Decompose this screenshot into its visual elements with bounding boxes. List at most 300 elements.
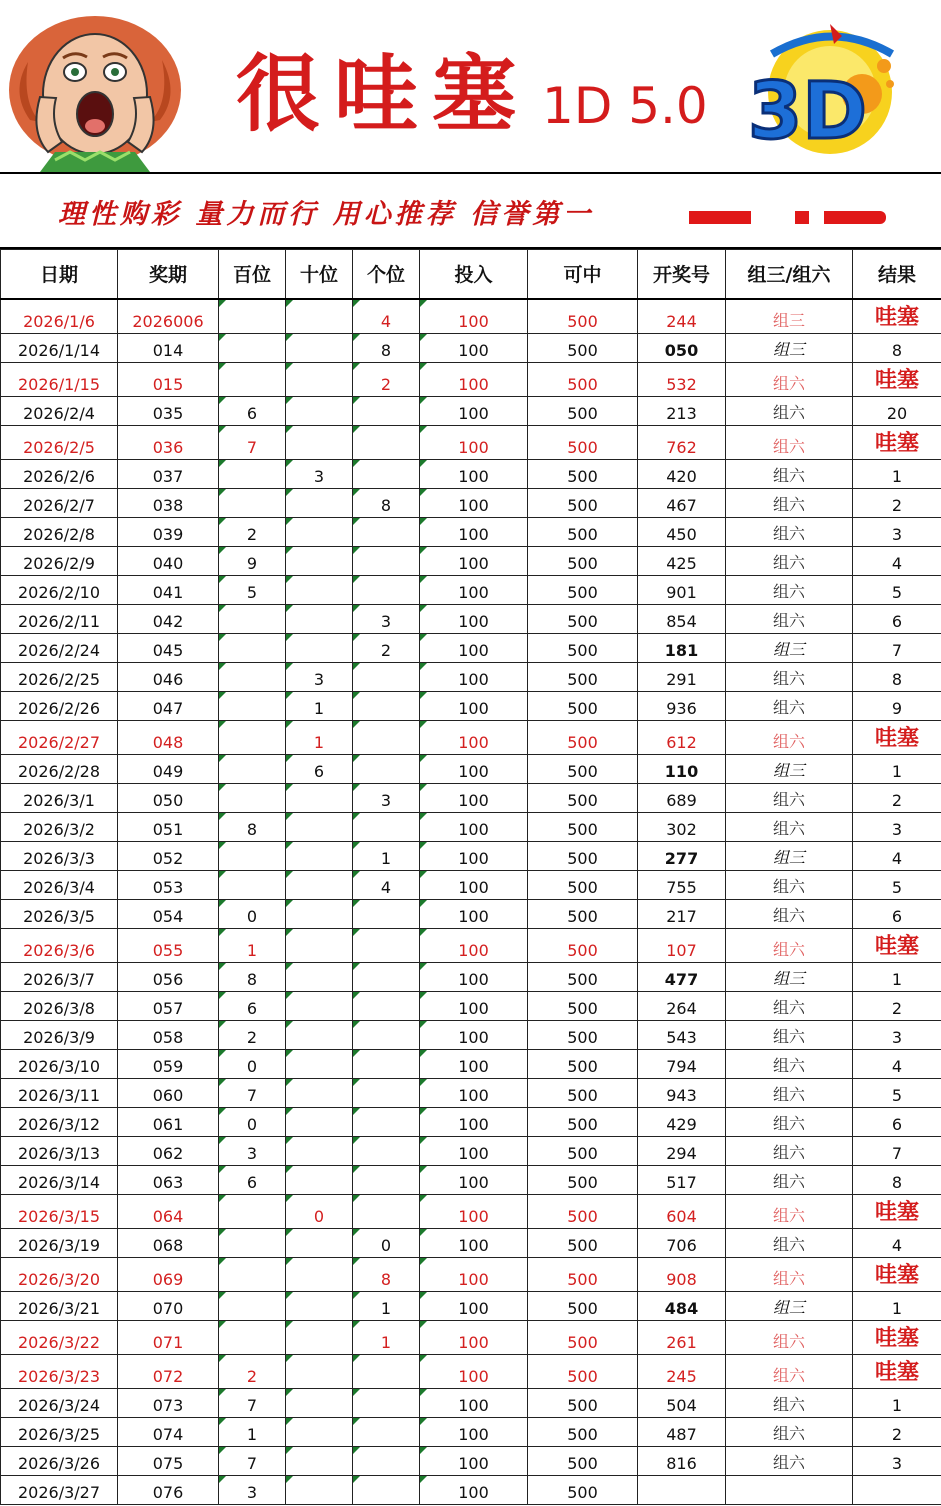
table-row bbox=[1, 1418, 941, 1447]
hundreds-cell: 7 bbox=[219, 1079, 286, 1108]
win-cell: 500 bbox=[528, 1355, 638, 1389]
hundreds-cell bbox=[219, 334, 286, 363]
tens-cell bbox=[286, 518, 353, 547]
draw-number-cell: 450 bbox=[638, 518, 726, 547]
tens-cell bbox=[286, 576, 353, 605]
table-row bbox=[1, 634, 941, 663]
cost-cell: 100 bbox=[420, 755, 528, 784]
result-cell: 2 bbox=[853, 992, 941, 1021]
date-cell: 2026/2/27 bbox=[1, 721, 118, 755]
cost-cell: 100 bbox=[420, 518, 528, 547]
draw-number-cell: 181 bbox=[638, 634, 726, 663]
units-cell bbox=[353, 426, 420, 460]
result-cell: 4 bbox=[853, 1050, 941, 1079]
period-cell: 039 bbox=[118, 518, 219, 547]
units-cell: 1 bbox=[353, 1321, 420, 1355]
draw-number-cell: 517 bbox=[638, 1166, 726, 1195]
type-cell: 组六 bbox=[726, 1229, 853, 1258]
hundreds-cell: 7 bbox=[219, 1389, 286, 1418]
date-cell: 2026/3/21 bbox=[1, 1292, 118, 1321]
table-row bbox=[1, 1050, 941, 1079]
type-cell: 组三 bbox=[726, 634, 853, 663]
cost-cell: 100 bbox=[420, 663, 528, 692]
period-cell: 068 bbox=[118, 1229, 219, 1258]
draw-number-cell: 706 bbox=[638, 1229, 726, 1258]
cost-cell: 100 bbox=[420, 460, 528, 489]
date-cell: 2026/2/11 bbox=[1, 605, 118, 634]
draw-number-cell: 050 bbox=[638, 334, 726, 363]
draw-number-cell: 277 bbox=[638, 842, 726, 871]
tens-cell bbox=[286, 1108, 353, 1137]
units-cell bbox=[353, 1108, 420, 1137]
type-cell: 组六 bbox=[726, 1355, 853, 1389]
hundreds-cell: 3 bbox=[219, 1137, 286, 1166]
cost-cell: 100 bbox=[420, 692, 528, 721]
draw-number-cell: 110 bbox=[638, 755, 726, 784]
tens-cell bbox=[286, 929, 353, 963]
cost-cell: 100 bbox=[420, 363, 528, 397]
period-cell: 038 bbox=[118, 489, 219, 518]
result-cell: 4 bbox=[853, 1229, 941, 1258]
type-cell: 组六 bbox=[726, 1389, 853, 1418]
cost-cell: 100 bbox=[420, 489, 528, 518]
hundreds-cell bbox=[219, 1321, 286, 1355]
units-cell bbox=[353, 576, 420, 605]
type-cell: 组六 bbox=[726, 397, 853, 426]
tens-cell bbox=[286, 900, 353, 929]
type-cell: 组六 bbox=[726, 1447, 853, 1476]
date-cell: 2026/3/1 bbox=[1, 784, 118, 813]
period-cell: 045 bbox=[118, 634, 219, 663]
type-cell: 组六 bbox=[726, 929, 853, 963]
period-cell: 042 bbox=[118, 605, 219, 634]
cost-cell: 100 bbox=[420, 1447, 528, 1476]
draw-number-cell: 245 bbox=[638, 1355, 726, 1389]
date-cell: 2026/1/15 bbox=[1, 363, 118, 397]
result-cell: 9 bbox=[853, 692, 941, 721]
cost-cell: 100 bbox=[420, 1229, 528, 1258]
draw-number-cell: 854 bbox=[638, 605, 726, 634]
units-cell bbox=[353, 460, 420, 489]
result-cell: 3 bbox=[853, 518, 941, 547]
date-cell: 2026/2/26 bbox=[1, 692, 118, 721]
win-cell: 500 bbox=[528, 963, 638, 992]
table-row-hit bbox=[1, 1321, 941, 1355]
units-cell bbox=[353, 721, 420, 755]
slogan-text: 理性购彩 量力而行 用心推荐 信誉第一 bbox=[58, 199, 595, 230]
type-cell: 组六 bbox=[726, 992, 853, 1021]
table-row-hit bbox=[1, 363, 941, 397]
type-cell: 组六 bbox=[726, 1195, 853, 1229]
draw-number-cell: 794 bbox=[638, 1050, 726, 1079]
draw-number-cell: 755 bbox=[638, 871, 726, 900]
table-row bbox=[1, 1389, 941, 1418]
type-cell: 组六 bbox=[726, 721, 853, 755]
table-row bbox=[1, 605, 941, 634]
tens-cell: 3 bbox=[286, 663, 353, 692]
win-cell: 500 bbox=[528, 1292, 638, 1321]
table-row bbox=[1, 755, 941, 784]
lottery-3d-logo bbox=[742, 14, 902, 164]
win-cell: 500 bbox=[528, 1050, 638, 1079]
date-cell: 2026/2/9 bbox=[1, 547, 118, 576]
draw-number-cell: 467 bbox=[638, 489, 726, 518]
period-cell: 2026006 bbox=[118, 299, 219, 334]
result-cell: 5 bbox=[853, 576, 941, 605]
win-cell: 500 bbox=[528, 1195, 638, 1229]
win-cell: 500 bbox=[528, 871, 638, 900]
cost-cell: 100 bbox=[420, 1195, 528, 1229]
period-cell: 015 bbox=[118, 363, 219, 397]
date-cell: 2026/3/6 bbox=[1, 929, 118, 963]
draw-number-cell: 217 bbox=[638, 900, 726, 929]
tens-cell bbox=[286, 1229, 353, 1258]
draw-number-cell: 604 bbox=[638, 1195, 726, 1229]
tens-cell bbox=[286, 1050, 353, 1079]
period-cell: 074 bbox=[118, 1418, 219, 1447]
col-header-draw: 开奖号 bbox=[638, 250, 726, 299]
result-cell: 哇塞 bbox=[853, 1355, 941, 1389]
win-cell: 500 bbox=[528, 1137, 638, 1166]
win-cell: 500 bbox=[528, 784, 638, 813]
win-cell: 500 bbox=[528, 1389, 638, 1418]
red-dash-1 bbox=[689, 211, 751, 224]
units-cell: 3 bbox=[353, 784, 420, 813]
win-cell: 500 bbox=[528, 842, 638, 871]
hundreds-cell bbox=[219, 663, 286, 692]
date-cell: 2026/3/25 bbox=[1, 1418, 118, 1447]
result-cell: 1 bbox=[853, 1292, 941, 1321]
win-cell: 500 bbox=[528, 426, 638, 460]
title-chinese: 很哇塞 bbox=[236, 44, 531, 143]
units-cell bbox=[353, 1137, 420, 1166]
tens-cell bbox=[286, 784, 353, 813]
hundreds-cell: 2 bbox=[219, 518, 286, 547]
win-cell: 500 bbox=[528, 992, 638, 1021]
units-cell bbox=[353, 900, 420, 929]
draw-number-cell: 543 bbox=[638, 1021, 726, 1050]
win-cell: 500 bbox=[528, 1418, 638, 1447]
date-cell: 2026/3/11 bbox=[1, 1079, 118, 1108]
date-cell: 2026/3/20 bbox=[1, 1258, 118, 1292]
units-cell: 8 bbox=[353, 1258, 420, 1292]
table-row-hit bbox=[1, 426, 941, 460]
tens-cell bbox=[286, 963, 353, 992]
units-cell: 4 bbox=[353, 871, 420, 900]
type-cell: 组六 bbox=[726, 1137, 853, 1166]
draw-number-cell: 425 bbox=[638, 547, 726, 576]
tens-cell bbox=[286, 1447, 353, 1476]
draw-number-cell: 420 bbox=[638, 460, 726, 489]
hundreds-cell: 8 bbox=[219, 813, 286, 842]
type-cell: 组六 bbox=[726, 1258, 853, 1292]
table-row-hit bbox=[1, 721, 941, 755]
cost-cell: 100 bbox=[420, 992, 528, 1021]
result-cell: 6 bbox=[853, 1108, 941, 1137]
cost-cell: 100 bbox=[420, 1476, 528, 1505]
units-cell bbox=[353, 397, 420, 426]
draw-number-cell: 213 bbox=[638, 397, 726, 426]
win-cell: 500 bbox=[528, 900, 638, 929]
date-cell: 2026/3/9 bbox=[1, 1021, 118, 1050]
result-cell: 2 bbox=[853, 784, 941, 813]
result-cell: 20 bbox=[853, 397, 941, 426]
type-cell: 组六 bbox=[726, 813, 853, 842]
date-cell: 2026/1/14 bbox=[1, 334, 118, 363]
draw-number-cell: 936 bbox=[638, 692, 726, 721]
result-cell: 6 bbox=[853, 900, 941, 929]
draw-number-cell: 504 bbox=[638, 1389, 726, 1418]
red-dash-3 bbox=[824, 211, 886, 224]
units-cell bbox=[353, 663, 420, 692]
win-cell: 500 bbox=[528, 721, 638, 755]
date-cell: 2026/3/13 bbox=[1, 1137, 118, 1166]
screaming-woman-illustration bbox=[0, 2, 186, 172]
type-cell: 组三 bbox=[726, 842, 853, 871]
hundreds-cell: 1 bbox=[219, 1418, 286, 1447]
col-header-type: 组三/组六 bbox=[726, 250, 853, 299]
cost-cell: 100 bbox=[420, 576, 528, 605]
cost-cell: 100 bbox=[420, 397, 528, 426]
table-row bbox=[1, 334, 941, 363]
hundreds-cell: 2 bbox=[219, 1355, 286, 1389]
units-cell: 4 bbox=[353, 299, 420, 334]
type-cell: 组六 bbox=[726, 518, 853, 547]
units-cell bbox=[353, 963, 420, 992]
table-row bbox=[1, 813, 941, 842]
date-cell: 2026/3/24 bbox=[1, 1389, 118, 1418]
table-row bbox=[1, 518, 941, 547]
logo-3d-text: 3D bbox=[748, 67, 868, 157]
tens-cell bbox=[286, 1476, 353, 1505]
tens-cell bbox=[286, 871, 353, 900]
result-cell: 5 bbox=[853, 1079, 941, 1108]
win-cell: 500 bbox=[528, 334, 638, 363]
draw-number-cell: 487 bbox=[638, 1418, 726, 1447]
period-cell: 051 bbox=[118, 813, 219, 842]
draw-number-cell: 302 bbox=[638, 813, 726, 842]
period-cell: 076 bbox=[118, 1476, 219, 1505]
result-cell: 1 bbox=[853, 963, 941, 992]
date-cell: 2026/3/26 bbox=[1, 1447, 118, 1476]
table-row bbox=[1, 1166, 941, 1195]
tens-cell bbox=[286, 1079, 353, 1108]
type-cell: 组六 bbox=[726, 1021, 853, 1050]
tens-cell bbox=[286, 334, 353, 363]
tens-cell: 1 bbox=[286, 721, 353, 755]
table-row bbox=[1, 900, 941, 929]
date-cell: 2026/3/22 bbox=[1, 1321, 118, 1355]
period-cell: 036 bbox=[118, 426, 219, 460]
title-version: 1D 5.0 bbox=[542, 77, 708, 135]
hundreds-cell: 6 bbox=[219, 992, 286, 1021]
period-cell: 069 bbox=[118, 1258, 219, 1292]
period-cell: 062 bbox=[118, 1137, 219, 1166]
win-cell: 500 bbox=[528, 518, 638, 547]
cost-cell: 100 bbox=[420, 299, 528, 334]
hundreds-cell: 0 bbox=[219, 900, 286, 929]
result-cell: 哇塞 bbox=[853, 929, 941, 963]
units-cell: 1 bbox=[353, 842, 420, 871]
table-row bbox=[1, 1447, 941, 1476]
hundreds-cell bbox=[219, 1195, 286, 1229]
date-cell: 2026/3/23 bbox=[1, 1355, 118, 1389]
units-cell: 8 bbox=[353, 334, 420, 363]
cost-cell: 100 bbox=[420, 929, 528, 963]
period-cell: 014 bbox=[118, 334, 219, 363]
type-cell: 组六 bbox=[726, 692, 853, 721]
col-header-date: 日期 bbox=[1, 250, 118, 299]
tens-cell bbox=[286, 1021, 353, 1050]
hundreds-cell: 6 bbox=[219, 1166, 286, 1195]
units-cell: 1 bbox=[353, 1292, 420, 1321]
win-cell: 500 bbox=[528, 1166, 638, 1195]
type-cell: 组六 bbox=[726, 576, 853, 605]
win-cell: 500 bbox=[528, 547, 638, 576]
period-cell: 061 bbox=[118, 1108, 219, 1137]
hundreds-cell bbox=[219, 489, 286, 518]
period-cell: 041 bbox=[118, 576, 219, 605]
draw-number-cell: 244 bbox=[638, 299, 726, 334]
units-cell bbox=[353, 1476, 420, 1505]
date-cell: 2026/2/25 bbox=[1, 663, 118, 692]
units-cell bbox=[353, 1447, 420, 1476]
draw-number-cell: 689 bbox=[638, 784, 726, 813]
period-cell: 037 bbox=[118, 460, 219, 489]
header-banner bbox=[0, 0, 941, 172]
draw-number-cell: 943 bbox=[638, 1079, 726, 1108]
period-cell: 064 bbox=[118, 1195, 219, 1229]
units-cell bbox=[353, 1389, 420, 1418]
draw-number-cell: 901 bbox=[638, 576, 726, 605]
hundreds-cell: 7 bbox=[219, 426, 286, 460]
cost-cell: 100 bbox=[420, 842, 528, 871]
hundreds-cell bbox=[219, 784, 286, 813]
type-cell: 组六 bbox=[726, 1166, 853, 1195]
date-cell: 2026/3/4 bbox=[1, 871, 118, 900]
cost-cell: 100 bbox=[420, 1321, 528, 1355]
table-body bbox=[1, 299, 941, 1505]
period-cell: 054 bbox=[118, 900, 219, 929]
period-cell: 040 bbox=[118, 547, 219, 576]
cost-cell: 100 bbox=[420, 1166, 528, 1195]
table-row-hit bbox=[1, 299, 941, 334]
hundreds-cell bbox=[219, 363, 286, 397]
hundreds-cell bbox=[219, 871, 286, 900]
table-row bbox=[1, 1229, 941, 1258]
tens-cell bbox=[286, 605, 353, 634]
table-row bbox=[1, 489, 941, 518]
table-row-hit bbox=[1, 1258, 941, 1292]
draw-number-cell: 532 bbox=[638, 363, 726, 397]
period-cell: 075 bbox=[118, 1447, 219, 1476]
cost-cell: 100 bbox=[420, 1050, 528, 1079]
type-cell: 组六 bbox=[726, 784, 853, 813]
cost-cell: 100 bbox=[420, 813, 528, 842]
result-cell: 3 bbox=[853, 1021, 941, 1050]
win-cell: 500 bbox=[528, 460, 638, 489]
period-cell: 059 bbox=[118, 1050, 219, 1079]
units-cell bbox=[353, 755, 420, 784]
draw-number-cell: 762 bbox=[638, 426, 726, 460]
units-cell bbox=[353, 1050, 420, 1079]
period-cell: 055 bbox=[118, 929, 219, 963]
cost-cell: 100 bbox=[420, 900, 528, 929]
tens-cell: 0 bbox=[286, 1195, 353, 1229]
type-cell: 组六 bbox=[726, 900, 853, 929]
draw-number-cell: 484 bbox=[638, 1292, 726, 1321]
units-cell bbox=[353, 518, 420, 547]
date-cell: 2026/2/10 bbox=[1, 576, 118, 605]
result-cell: 1 bbox=[853, 1389, 941, 1418]
cost-cell: 100 bbox=[420, 1355, 528, 1389]
period-cell: 050 bbox=[118, 784, 219, 813]
draw-number-cell: 816 bbox=[638, 1447, 726, 1476]
tens-cell bbox=[286, 813, 353, 842]
table-row bbox=[1, 871, 941, 900]
draw-number-cell: 429 bbox=[638, 1108, 726, 1137]
hundreds-cell: 9 bbox=[219, 547, 286, 576]
units-cell bbox=[353, 992, 420, 1021]
tens-cell bbox=[286, 426, 353, 460]
period-cell: 073 bbox=[118, 1389, 219, 1418]
period-cell: 071 bbox=[118, 1321, 219, 1355]
units-cell: 3 bbox=[353, 605, 420, 634]
win-cell: 500 bbox=[528, 1321, 638, 1355]
col-header-tens: 十位 bbox=[286, 250, 353, 299]
draw-number-cell: 291 bbox=[638, 663, 726, 692]
period-cell: 058 bbox=[118, 1021, 219, 1050]
date-cell: 2026/3/10 bbox=[1, 1050, 118, 1079]
result-cell: 哇塞 bbox=[853, 721, 941, 755]
tens-cell bbox=[286, 1137, 353, 1166]
draw-number-cell: 294 bbox=[638, 1137, 726, 1166]
type-cell: 组三 bbox=[726, 963, 853, 992]
tens-cell bbox=[286, 634, 353, 663]
tens-cell bbox=[286, 1355, 353, 1389]
cost-cell: 100 bbox=[420, 721, 528, 755]
win-cell: 500 bbox=[528, 1229, 638, 1258]
cost-cell: 100 bbox=[420, 1137, 528, 1166]
cost-cell: 100 bbox=[420, 1108, 528, 1137]
units-cell bbox=[353, 1166, 420, 1195]
date-cell: 2026/2/28 bbox=[1, 755, 118, 784]
hundreds-cell bbox=[219, 692, 286, 721]
period-cell: 046 bbox=[118, 663, 219, 692]
win-cell: 500 bbox=[528, 813, 638, 842]
tens-cell bbox=[286, 842, 353, 871]
tens-cell: 6 bbox=[286, 755, 353, 784]
cost-cell: 100 bbox=[420, 1258, 528, 1292]
table-row bbox=[1, 992, 941, 1021]
result-cell: 8 bbox=[853, 334, 941, 363]
hundreds-cell: 5 bbox=[219, 576, 286, 605]
period-cell: 048 bbox=[118, 721, 219, 755]
type-cell: 组六 bbox=[726, 1321, 853, 1355]
win-cell: 500 bbox=[528, 634, 638, 663]
date-cell: 2026/3/27 bbox=[1, 1476, 118, 1505]
result-cell: 哇塞 bbox=[853, 299, 941, 334]
col-header-units: 个位 bbox=[353, 250, 420, 299]
hundreds-cell: 0 bbox=[219, 1050, 286, 1079]
result-cell: 1 bbox=[853, 755, 941, 784]
cost-cell: 100 bbox=[420, 1021, 528, 1050]
table-row-hit bbox=[1, 1355, 941, 1389]
win-cell: 500 bbox=[528, 692, 638, 721]
result-cell: 哇塞 bbox=[853, 363, 941, 397]
table-row bbox=[1, 963, 941, 992]
result-cell: 3 bbox=[853, 1447, 941, 1476]
